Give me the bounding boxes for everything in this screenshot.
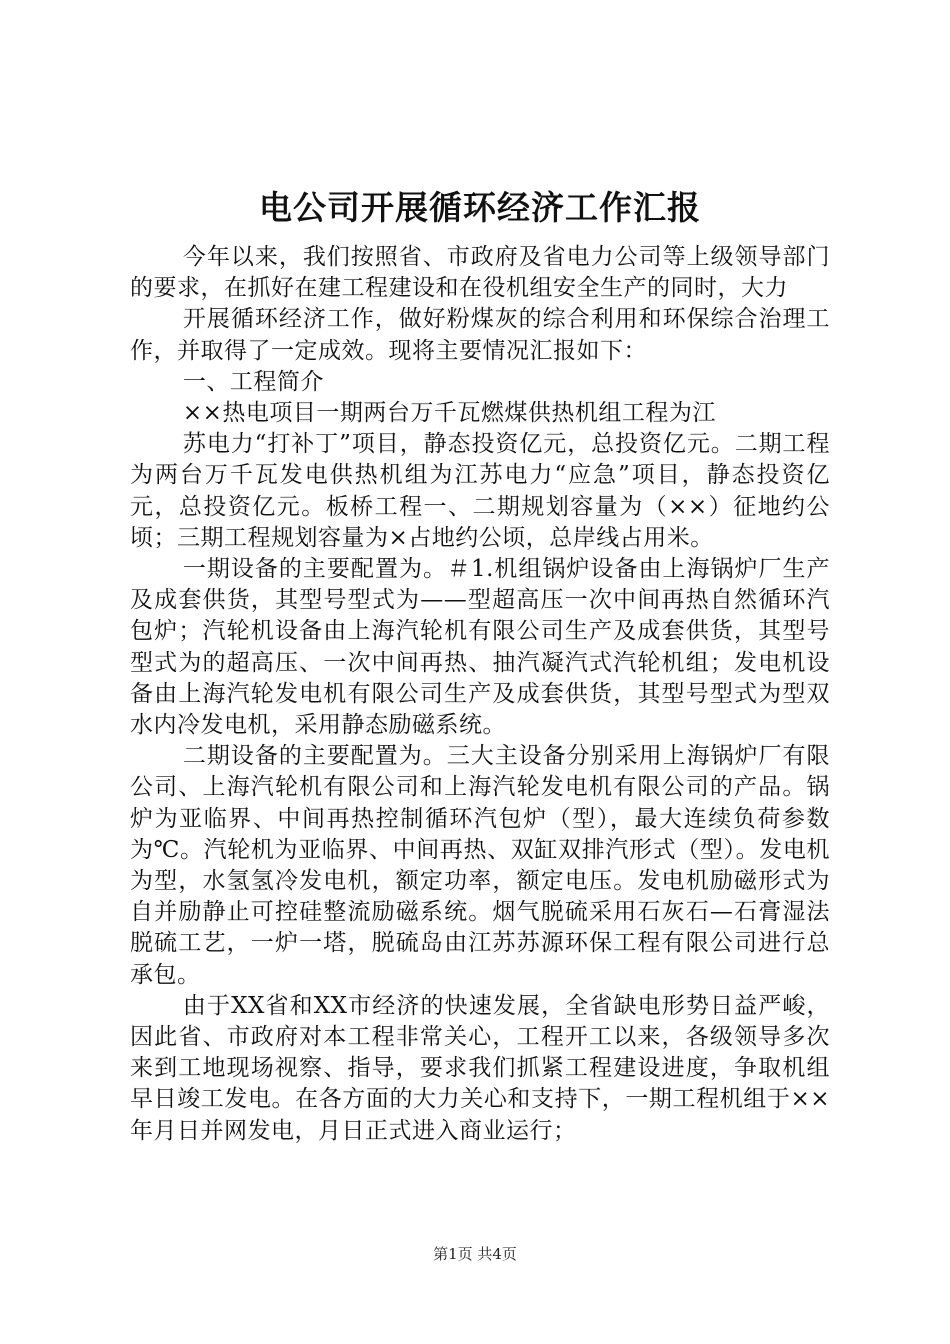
paragraph-progress: 由于XX省和XX市经济的快速发展，全省缺电形势日益严峻，因此省、市政府对本工程非常关心，工程开工以来，各级领导多次来到工地现场视察、指导，要求我们抓紧工程建设进度，争取机组早日竣工发电。在各方面的大力关心和支持下，一期工程机组于××年月日并网发电，月日正式进入商业运行； <box>130 992 830 1144</box>
paragraph-project-continued: 苏电力“打补丁”项目，静态投资亿元，总投资亿元。二期工程为两台万千瓦发电供热机组为江苏电力“应急”项目，静态投资亿元，总投资亿元。板桥工程一、二期规划容量为（××）征地约公顷；三期工程规划容量为×占地约公顷，总岸线占用米。 <box>130 431 830 551</box>
document-title: 电公司开展循环经济工作汇报 <box>259 188 701 227</box>
paragraph-intro-continued: 开展循环经济工作，做好粉煤灰的综合利用和环保综合治理工作，并取得了一定成效。现将主要情况汇报如下： <box>130 306 830 364</box>
section-heading: 一、工程简介 <box>182 368 324 395</box>
paragraph-intro: 今年以来，我们按照省、市政府及省电力公司等上级领导部门的要求，在抓好在建工程建设和在役机组安全生产的同时，大力 <box>130 244 830 302</box>
document-page <box>130 180 830 1147</box>
page-number-footer: 第1页 共4页 <box>433 1245 517 1263</box>
paragraph-project: ××热电项目一期两台万千瓦燃煤供热机组工程为江 <box>182 400 716 427</box>
paragraph-phase-one: 一期设备的主要配置为。＃1.机组锅炉设备由上海锅炉厂生产及成套供货，其型号型式为——型超高压一次中间再热自然循环汽包炉；汽轮机设备由上海汽轮机有限公司生产及成套供货，其型号型式为的超高压、一次中间再热、抽汽凝汽式汽轮机组；发电机设备由上海汽轮发电机有限公司生产及成套供货，其型号型式为型双水内冷发电机，采用静态励磁系统。 <box>130 556 830 739</box>
paragraph-phase-two: 二期设备的主要配置为。三大主设备分别采用上海锅炉厂有限公司、上海汽轮机有限公司和上海汽轮发电机有限公司的产品。锅炉为亚临界、中间再热控制循环汽包炉（型），最大连续负荷参数为℃。汽轮机为亚临界、中间再热、双缸双排汽形式（型）。发电机为型，水氢氢冷发电机，额定功率，额定电压。发电机励磁形式为自并励静止可控硅整流励磁系统。烟气脱硫采用石灰石—石膏湿法脱硫工艺，一炉一塔，脱硫岛由江苏苏源环保工程有限公司进行总承包。 <box>130 743 830 988</box>
